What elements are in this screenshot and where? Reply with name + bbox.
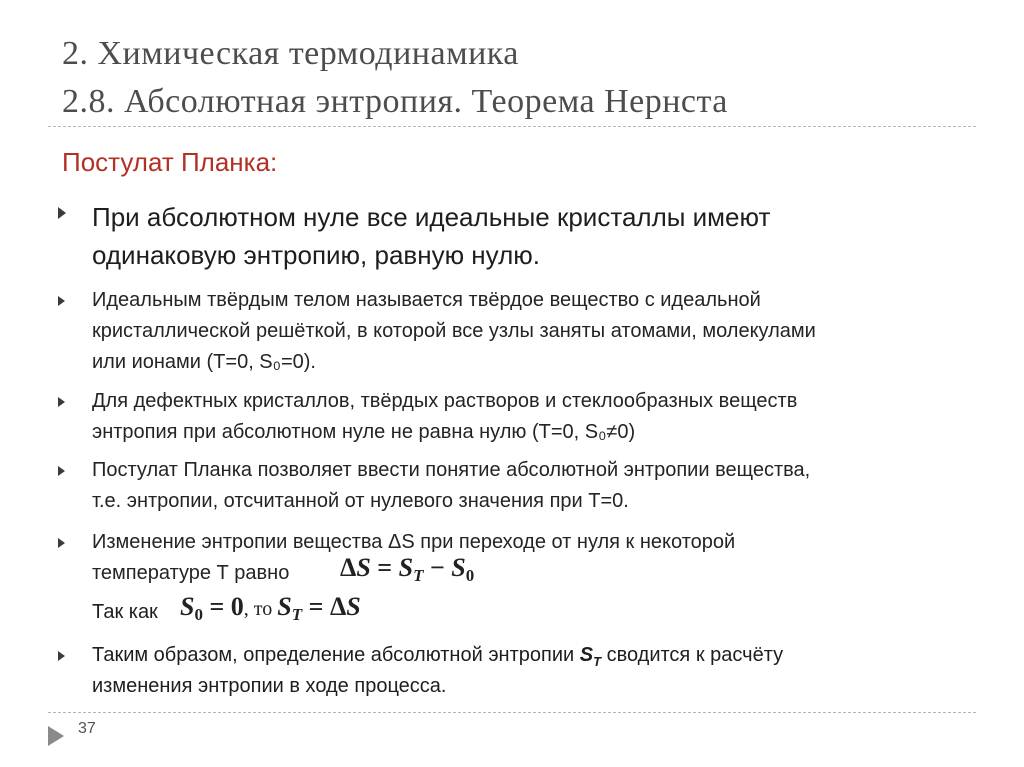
title-line-2: 2.8. Абсолютная энтропия. Теорема Нернста <box>62 83 728 120</box>
bullet-arrow-icon <box>58 397 65 407</box>
bullet6-part2: сводится к расчёту <box>601 644 784 666</box>
formula1-delta: Δ <box>340 553 357 582</box>
formula1-s: S <box>356 553 371 582</box>
title-line-1: 2. Химическая термодинамика <box>62 35 519 72</box>
formula2-s0: S <box>180 592 195 621</box>
bullet-arrow-icon <box>58 538 65 548</box>
formula2-eq1: = 0 <box>202 592 244 621</box>
slide-subtitle: Постулат Планка: <box>62 147 278 177</box>
bullet6-st: S <box>579 644 594 666</box>
formula1-st-sub: T <box>413 566 424 585</box>
formula2-ds: S <box>346 592 361 621</box>
formula2-st-sub: T <box>291 605 303 624</box>
formula1-minus: − <box>423 553 452 582</box>
formula1-st: S <box>398 553 414 582</box>
bullet-arrow-icon <box>58 651 65 661</box>
bullet6-part1: Таким образом, определение абсолютной энтропии <box>92 644 580 666</box>
bullet-arrow-icon <box>58 207 66 219</box>
formula1-eq: = <box>370 553 399 582</box>
bullet-text-1: При абсолютном нуле все идеальные кристаллы имеют одинаковую энтропию, равную нулю. <box>92 202 771 270</box>
bullet-text-6-line-2: изменения энтропии в ходе процесса. <box>92 675 447 697</box>
bullet-text-2: Идеальным твёрдым телом называется твёрдое вещество с идеальной кристаллической решёткой, в которой все узлы заняты атомами, молекулами или ионами (T=0, S₀=0). <box>92 289 816 373</box>
slide-title <box>62 30 728 126</box>
bullet-arrow-icon <box>58 466 65 476</box>
formula2-comma-to: , то <box>243 598 278 620</box>
footer-divider <box>48 712 976 713</box>
bullet-text-4: Постулат Планка позволяет ввести понятие абсолютной энтропии вещества, т.е. энтропии, отсчитанной от нулевого значения при T=0. <box>92 459 811 512</box>
footer-triangle-icon <box>48 726 64 746</box>
formula2-s0-sub: 0 <box>194 605 203 624</box>
tak-kak-label: Так как <box>92 601 158 623</box>
bullet6-st-sub: T <box>593 654 602 669</box>
title-divider <box>48 126 976 127</box>
formula1-s0: S <box>451 553 466 582</box>
formula-delta-s <box>340 553 474 586</box>
bullet-text-5: Изменение энтропии вещества ΔS при переходе от нуля к некоторой температуре Т равно <box>92 531 736 584</box>
formula2-st: S <box>277 592 292 621</box>
bullet-text-3: Для дефектных кристаллов, твёрдых растворов и стеклообразных веществ энтропия при абсолютном нуле не равна нулю (T=0, S₀≠0) <box>92 390 798 443</box>
formula-s0-zero <box>180 592 361 625</box>
formula1-s0-sub: 0 <box>465 566 475 585</box>
formula2-eq2: = Δ <box>302 592 347 621</box>
page-number: 37 <box>78 720 96 737</box>
bullet-arrow-icon <box>58 296 65 306</box>
